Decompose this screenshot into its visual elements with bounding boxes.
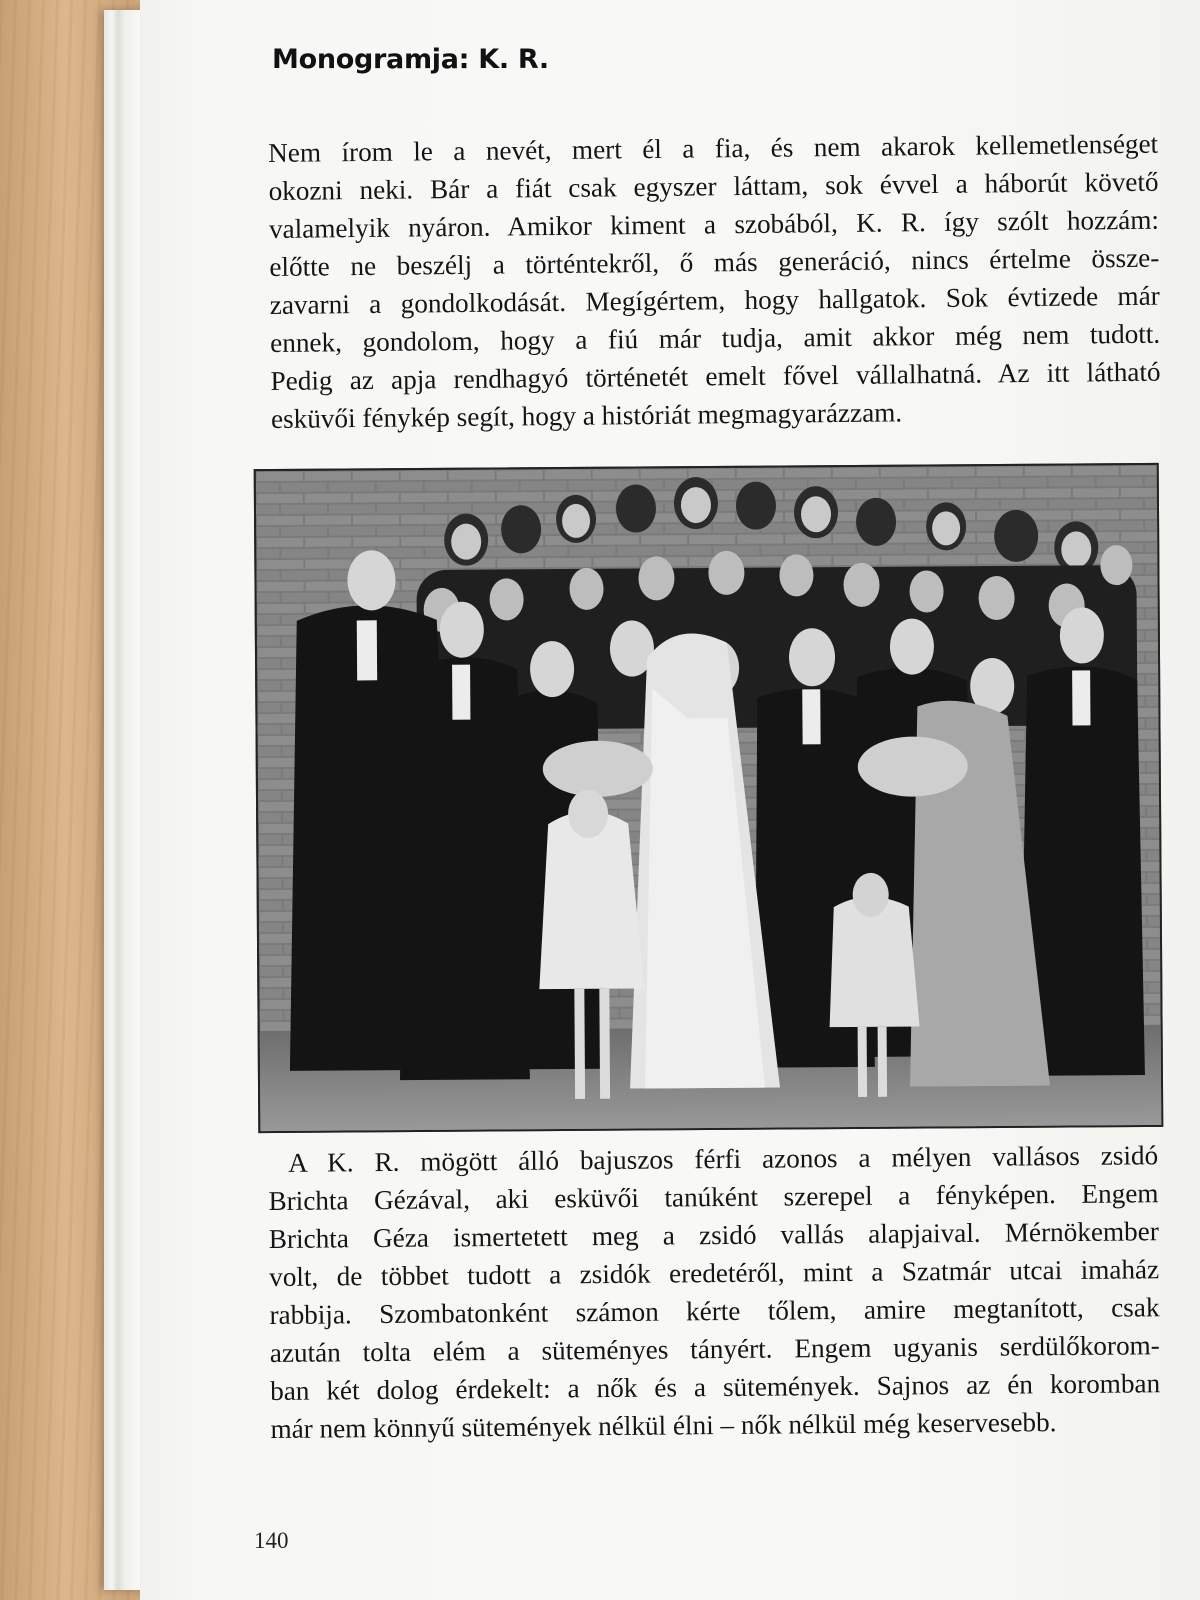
text-line: már nem könnyű sütemények nélkül élni – nők nélkül még keservesebb. <box>270 1407 1057 1444</box>
paragraph-story <box>268 1136 1161 1448</box>
text-line: Nem írom le a nevét, mert él a fia, és nem akarok kellemetlenséget <box>268 128 1159 168</box>
text-line: azután tolta elém a süteményes tányért. Engem ugyanis serdülőkorom- <box>269 1330 1160 1368</box>
text-line: rabbija. Szombatonként számon kérte tőlem, amire megtanított, csak <box>269 1292 1160 1330</box>
text-line: ban két dolog érdekelt: a nők és a sütemények. Sajnos az én koromban <box>270 1368 1161 1406</box>
text-line: valamelyik nyáron. Amikor kiment a szobából, K. R. így szólt hozzám: <box>268 204 1160 244</box>
text-line: Brichta Géza ismertetett meg a zsidó vallás alapjaival. Mérnökember <box>268 1216 1159 1254</box>
text-line: Pedig az apja rendhagyó történetét emelt fővel vállalhatná. Az itt látható <box>270 356 1161 396</box>
book-page <box>140 0 1200 1600</box>
text-line: előtte ne beszélj a történtekről, ő más generáció, nincs értelme össze- <box>269 242 1160 282</box>
text-line: ennek, gondolom, hogy a fiú már tudja, amit akkor még nem tudott. <box>270 318 1161 358</box>
text-line: esküvői fénykép segít, hogy a históriát megmagyarázzam. <box>270 397 903 434</box>
chapter-heading: Monogramja: K. R. <box>272 44 549 75</box>
photo-illustration <box>256 465 1164 1133</box>
text-line: Brichta Gézával, aki esküvői tanúként szerepel a fényképen. Engem <box>268 1178 1159 1216</box>
paragraph-intro <box>268 125 1161 438</box>
page-number: 140 <box>254 1528 289 1553</box>
text-line: A K. R. mögött álló bajuszos férfi azonos a mélyen vallásos zsidó <box>288 1140 1159 1178</box>
text-line: volt, de többet tudott a zsidók eredetéről, mint a Szatmár utcai imaház <box>269 1254 1160 1292</box>
wedding-group-photo-icon <box>254 463 1164 1133</box>
text-line: okozni neki. Bár a fiát csak egyszer láttam, sok évvel a háborút követő <box>268 166 1159 206</box>
text-line: zavarni a gondolkodását. Megígértem, hogy hallgatok. Sok évtizede már <box>269 280 1160 320</box>
